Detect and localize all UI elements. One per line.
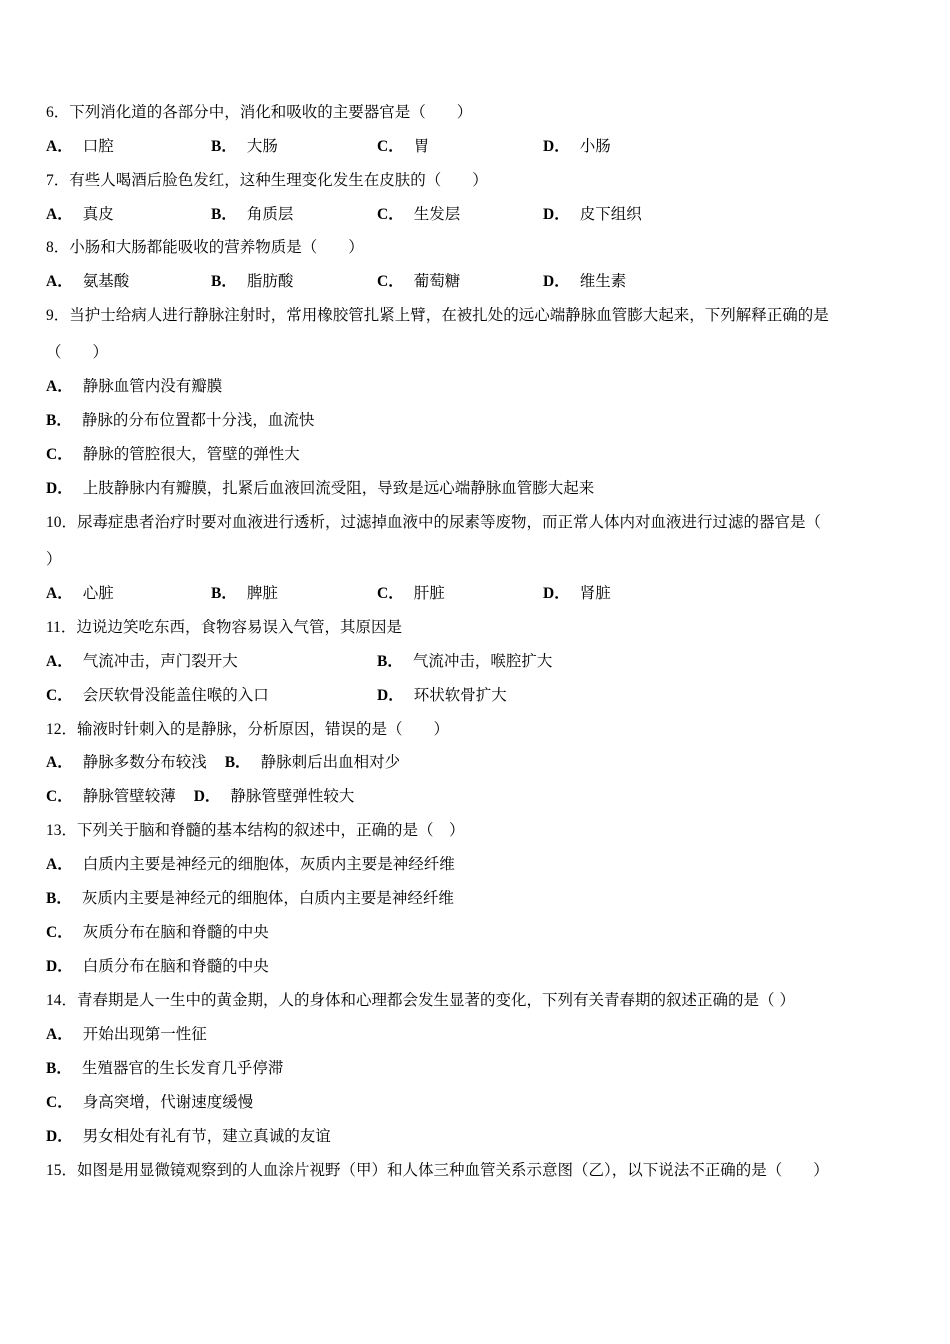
- option-b: [211, 271, 293, 292]
- question-text: 如图是用显微镜观察到的人血涂片视野（甲）和人体三种血管关系示意图（乙），以下说法不正确的是（ ）: [77, 1161, 829, 1179]
- option-c: [46, 444, 300, 465]
- option-c: [46, 787, 176, 805]
- option-label: B．: [211, 206, 237, 223]
- question-9-stem-continued: [46, 342, 108, 362]
- option-text: 肝脏: [413, 584, 445, 602]
- question-number: 10．: [46, 514, 78, 531]
- option-a: [46, 1024, 207, 1045]
- option-a: [46, 271, 129, 292]
- option-text: 葡萄糖: [413, 272, 461, 290]
- option-label: D．: [46, 1128, 73, 1145]
- option-label: B．: [46, 1060, 72, 1077]
- option-c: [46, 922, 269, 943]
- option-label: C．: [46, 1094, 73, 1111]
- option-a: [46, 854, 455, 875]
- question-text: 当护士给病人进行静脉注射时，常用橡胶管扎紧上臂，在被扎处的远心端静脉血管膨大起来，下列解释正确的是: [69, 306, 829, 324]
- option-d: [46, 478, 594, 499]
- question-text: ）: [46, 550, 62, 568]
- option-text: 维生素: [579, 272, 627, 290]
- question-10-stem: [46, 512, 821, 533]
- option-label: C．: [377, 206, 404, 223]
- option-text: 灰质分布在脑和脊髓的中央: [82, 923, 269, 941]
- question-number: 8．: [46, 239, 70, 256]
- question-12-options-row2: [46, 786, 354, 807]
- question-8-stem: [46, 237, 364, 258]
- option-text: 大肠: [246, 137, 278, 155]
- option-c: [377, 271, 460, 292]
- option-label: A．: [46, 206, 73, 223]
- question-14-stem: [46, 990, 795, 1011]
- option-b: [46, 410, 314, 431]
- option-text: 皮下组织: [579, 205, 642, 223]
- option-text: 脾脏: [246, 584, 278, 602]
- question-number: 9．: [46, 307, 70, 324]
- option-text: 小肠: [579, 137, 611, 155]
- option-a: [46, 583, 114, 604]
- option-label: C．: [377, 585, 404, 602]
- option-label: D．: [46, 480, 73, 497]
- option-text: 静脉的分布位置都十分浅，血流快: [81, 411, 315, 429]
- option-label: B．: [46, 412, 72, 429]
- question-12-stem: [46, 719, 449, 740]
- option-label: A．: [46, 856, 73, 873]
- option-label: A．: [46, 138, 73, 155]
- option-text: 开始出现第一性征: [82, 1025, 207, 1043]
- question-number: 13．: [46, 822, 78, 839]
- option-c: [46, 685, 269, 706]
- option-label: D．: [193, 788, 221, 805]
- option-text: 白质分布在脑和脊髓的中央: [82, 957, 269, 975]
- option-text: 真皮: [82, 205, 114, 223]
- question-12-options-row1: [46, 752, 400, 773]
- option-label: A．: [46, 378, 73, 395]
- option-d: [543, 204, 642, 225]
- question-15-stem: [46, 1160, 829, 1181]
- question-11-stem: [46, 617, 402, 638]
- option-text: 肾脏: [579, 584, 611, 602]
- option-text: 心脏: [82, 584, 114, 602]
- option-text: 气流冲击，喉腔扩大: [412, 652, 553, 670]
- option-d: [46, 1126, 331, 1147]
- question-number: 12．: [46, 721, 78, 738]
- question-number: 15．: [46, 1162, 78, 1179]
- option-b: [211, 136, 278, 157]
- question-text: 有些人喝酒后脸色发红，这种生理变化发生在皮肤的（ ）: [69, 171, 488, 189]
- option-text: 生发层: [413, 205, 461, 223]
- option-d: [543, 271, 626, 292]
- option-label: B．: [46, 890, 72, 907]
- option-d: [543, 136, 611, 157]
- option-label: A．: [46, 653, 73, 670]
- option-label: C．: [46, 446, 73, 463]
- option-text: 静脉管壁弹性较大: [230, 787, 355, 805]
- question-text: 边说边笑吃东西，食物容易误入气管，其原因是: [76, 618, 402, 636]
- option-a: [46, 376, 222, 397]
- question-number: 6．: [46, 104, 70, 121]
- question-text: 小肠和大肠都能吸收的营养物质是（ ）: [69, 238, 364, 256]
- question-6-stem: [46, 102, 472, 123]
- option-label: B．: [211, 273, 237, 290]
- question-text: 青春期是人一生中的黄金期，人的身体和心理都会发生显著的变化，下列有关青春期的叙述正确的是（ ）: [77, 991, 795, 1009]
- question-text: （ ）: [46, 343, 109, 361]
- option-label: C．: [46, 924, 73, 941]
- option-a: [46, 204, 114, 225]
- option-text: 环状软骨扩大: [413, 686, 507, 704]
- option-d: [194, 787, 355, 805]
- option-text: 会厌软骨没能盖住喉的入口: [82, 686, 269, 704]
- option-c: [377, 583, 445, 604]
- option-label: A．: [46, 1026, 73, 1043]
- option-label: B．: [377, 653, 403, 670]
- option-b: [46, 888, 454, 909]
- option-label: D．: [543, 585, 570, 602]
- question-number: 7．: [46, 172, 70, 189]
- question-text: 下列消化道的各部分中，消化和吸收的主要器官是（ ）: [69, 103, 473, 121]
- option-text: 静脉血管内没有瓣膜: [82, 377, 223, 395]
- option-label: C．: [377, 273, 404, 290]
- option-a: [46, 651, 238, 672]
- option-label: C．: [46, 788, 73, 805]
- option-text: 男女相处有礼有节，建立真诚的友谊: [82, 1127, 331, 1145]
- option-text: 气流冲击，声门裂开大: [82, 652, 238, 670]
- question-7-stem: [46, 170, 488, 191]
- option-text: 角质层: [246, 205, 294, 223]
- option-label: D．: [377, 687, 404, 704]
- option-label: B．: [211, 138, 237, 155]
- option-b: [225, 753, 400, 771]
- option-text: 静脉管壁较薄: [82, 787, 176, 805]
- option-b: [211, 204, 293, 225]
- option-a: [46, 136, 114, 157]
- option-text: 氨基酸: [82, 272, 130, 290]
- option-text: 静脉的管腔很大，管壁的弹性大: [82, 445, 300, 463]
- question-13-stem: [46, 820, 465, 841]
- option-text: 生殖器官的生长发育几乎停滞: [81, 1059, 284, 1077]
- question-text: 尿毒症患者治疗时要对血液进行透析，过滤掉血液中的尿素等废物，而正常人体内对血液进行过滤的器官是（: [77, 513, 822, 531]
- question-number: 14．: [46, 992, 78, 1009]
- option-text: 上肢静脉内有瓣膜，扎紧后血液回流受阻，导致是远心端静脉血管膨大起来: [82, 479, 595, 497]
- option-text: 脂肪酸: [246, 272, 294, 290]
- option-label: D．: [543, 138, 570, 155]
- option-label: B．: [224, 754, 251, 771]
- option-label: A．: [46, 273, 73, 290]
- option-label: D．: [543, 273, 570, 290]
- option-text: 灰质内主要是神经元的细胞体，白质内主要是神经纤维: [81, 889, 454, 907]
- option-label: D．: [46, 958, 73, 975]
- option-c: [46, 1092, 253, 1113]
- option-c: [377, 136, 429, 157]
- option-b: [46, 1058, 283, 1079]
- option-label: A．: [46, 754, 73, 771]
- option-text: 口腔: [82, 137, 114, 155]
- option-text: 身高突增，代谢速度缓慢: [82, 1093, 254, 1111]
- option-text: 静脉多数分布较浅: [82, 753, 207, 771]
- option-b: [377, 651, 552, 672]
- question-9-stem: [46, 305, 829, 326]
- option-d: [377, 685, 507, 706]
- option-c: [377, 204, 460, 225]
- question-text: 输液时针刺入的是静脉，分析原因，错误的是（ ）: [77, 720, 450, 738]
- option-text: 静脉刺后出血相对少: [260, 753, 401, 771]
- option-d: [46, 956, 269, 977]
- option-label: B．: [211, 585, 237, 602]
- question-10-stem-continued: [46, 549, 62, 569]
- option-label: C．: [46, 687, 73, 704]
- option-label: C．: [377, 138, 404, 155]
- option-d: [543, 583, 611, 604]
- option-text: 胃: [413, 137, 430, 155]
- question-number: 11．: [46, 619, 77, 636]
- option-text: 白质内主要是神经元的细胞体，灰质内主要是神经纤维: [82, 855, 455, 873]
- option-a: [46, 753, 207, 771]
- option-label: A．: [46, 585, 73, 602]
- question-text: 下列关于脑和脊髓的基本结构的叙述中，正确的是（ ）: [77, 821, 465, 839]
- option-b: [211, 583, 278, 604]
- option-label: D．: [543, 206, 570, 223]
